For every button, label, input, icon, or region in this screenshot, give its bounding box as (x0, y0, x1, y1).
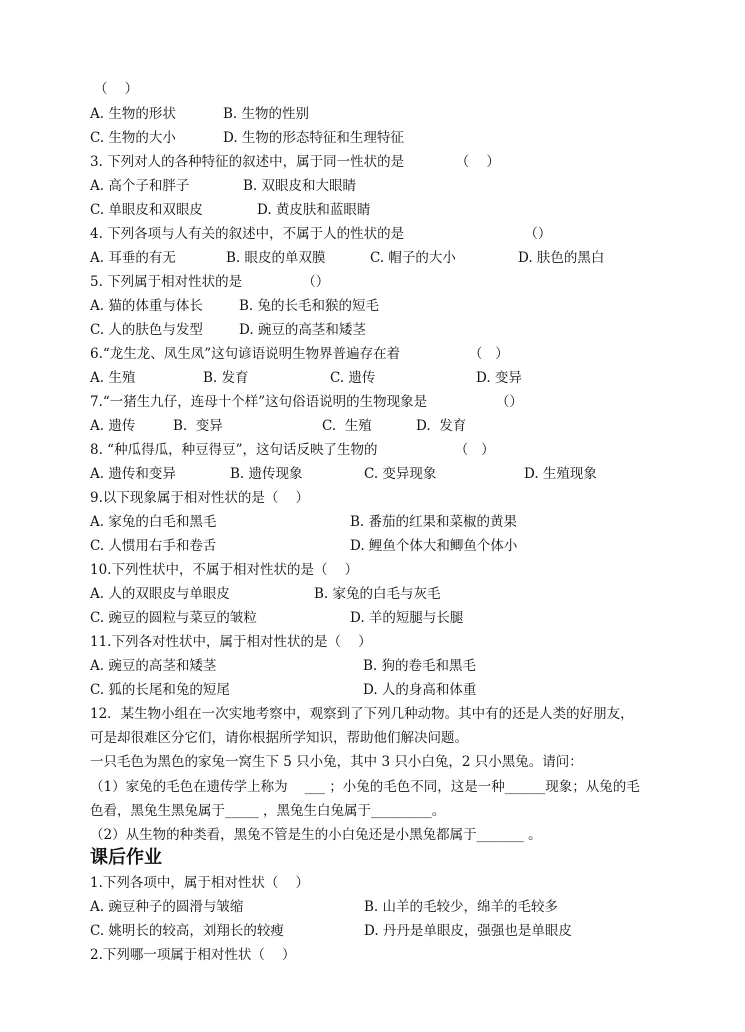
question-12-line-3: 一只毛色为黑色的家兔一窝生下 5 只小兔，其中 3 只小白兔，2 只小黑兔。请问： (90, 754, 583, 770)
option-d: D. 豌豆的高茎和矮茎 (239, 322, 366, 338)
option-b: B. 山羊的毛较少，绵羊的毛较多 (364, 899, 559, 915)
option-c: C. 帽子的大小 (370, 250, 456, 266)
option-d: D. 肤色的黑白 (518, 250, 605, 266)
option-a: A. 遗传和变异 (90, 466, 176, 482)
option-d: D. 黄皮肤和蓝眼睛 (257, 202, 371, 218)
option-b: B. 发育 (203, 370, 249, 386)
option-b: B. 双眼皮和大眼睛 (243, 178, 357, 194)
option-d: D. 丹丹是单眼皮，强强也是单眼皮 (364, 923, 572, 939)
option-a: A. 耳垂的有无 (90, 250, 176, 266)
option-d: D. 鲤鱼个体大和鲫鱼个体小 (350, 538, 518, 554)
option-d: D. 变异 (476, 370, 522, 386)
option-d: D. 生物的形态特征和生理特征 (223, 130, 404, 146)
option-c: C. 人惯用右手和卷舌 (90, 538, 217, 554)
option-a: A. 生殖 (90, 370, 136, 386)
section-heading: 课后作业 (90, 847, 162, 868)
question-4: 4. 下列各项与人有关的叙述中，不属于人的性状的是 （） (90, 226, 552, 242)
question-5: 5. 下列属于相对性状的是 （） (90, 274, 330, 290)
question-3: 3. 下列对人的各种特征的叙述中，属于同一性状的是 （ ） (90, 154, 500, 170)
question-8: 8. “种瓜得瓜，种豆得豆”，这句话反映了生物的 （ ） (90, 442, 495, 458)
question-12-line-2: 可是却很难区分它们，请你根据所学知识，帮助他们解决问题。 (90, 730, 468, 746)
option-c: C. 生物的大小 (90, 130, 176, 146)
option-a: A. 生物的形状 (90, 106, 176, 122)
option-a: A. 豌豆的高茎和矮茎 (90, 658, 217, 674)
option-d: D. 羊的短腿与长腿 (350, 610, 464, 626)
option-c: C. 豌豆的圆粒与菜豆的皱粒 (90, 610, 257, 626)
option-c: C. 单眼皮和双眼皮 (90, 202, 203, 218)
option-b: B. 番茄的红果和菜椒的黄果 (350, 514, 518, 530)
question-12-line-1: 12．某生物小组在一次实地考察中，观察到了下列几种动物。其中有的还是人类的好朋友， (90, 706, 634, 722)
option-c: C. 变异现象 (364, 466, 437, 482)
option-a: A. 豌豆种子的圆滑与皱缩 (90, 899, 244, 915)
option-b: B. 兔的长毛和猴的短毛 (239, 298, 380, 314)
question-7: 7.“一猪生九仔，连母十个样”这句俗语说明的生物现象是 （） (90, 394, 523, 410)
option-a: A. 遗传 (90, 418, 136, 434)
option-d: D. 人的身高和体重 (363, 682, 477, 698)
homework-question-1: 1.下列各项中，属于相对性状（ ） (90, 875, 310, 891)
option-d: D. 发育 (416, 418, 467, 434)
option-a: A. 高个子和胖子 (90, 178, 190, 194)
option-c: C. 狐的长尾和兔的短尾 (90, 682, 230, 698)
question-9: 9.以下现象属于相对性状的是（ ） (90, 490, 310, 506)
question-10: 10.下列性状中，不属于相对性状的是（ ） (90, 562, 359, 578)
option-d: D. 生殖现象 (524, 466, 597, 482)
question-12-line-5: 色看，黑兔生黑兔属于_____ ，黑兔生白兔属于_________。 (90, 803, 446, 819)
option-a: A. 人的双眼皮与单眼皮 (90, 586, 230, 602)
option-c: C. 人的肤色与发型 (90, 322, 203, 338)
question-11: 11.下列各对性状中，属于相对性状的是（ ） (90, 634, 372, 650)
option-c: C. 遗传 (330, 370, 376, 386)
option-b: B. 狗的卷毛和黑毛 (363, 658, 477, 674)
option-b: B. 变异 (173, 418, 223, 434)
question-12-line-6: （2）从生物的种类看，黑兔不管是生的小白兔还是小黑兔都属于_______ 。 (90, 827, 542, 843)
question-12-line-4: （1）家兔的毛色在遗传学上称为 ___ ；小兔的毛色不同，这是一种______现象；从兔的毛 (90, 779, 640, 795)
option-a: A. 家兔的白毛和黑毛 (90, 514, 217, 530)
option-b: B. 遗传现象 (230, 466, 303, 482)
option-b: B. 眼皮的单双膜 (226, 250, 326, 266)
option-c: C. 姚明长的较高，刘翔长的较瘦 (90, 923, 284, 939)
homework-question-2: 2.下列哪一项属于相对性状（ ） (90, 947, 296, 963)
question-6: 6.“龙生龙、凤生凤”这句谚语说明生物界普遍存在着 （ ） (90, 346, 509, 362)
option-b: B. 家兔的白毛与灰毛 (314, 586, 441, 602)
answer-bracket: （ ） (94, 81, 139, 97)
option-b: B. 生物的性别 (223, 106, 310, 122)
option-c: C. 生殖 (322, 418, 372, 434)
option-a: A. 猫的体重与体长 (90, 298, 203, 314)
